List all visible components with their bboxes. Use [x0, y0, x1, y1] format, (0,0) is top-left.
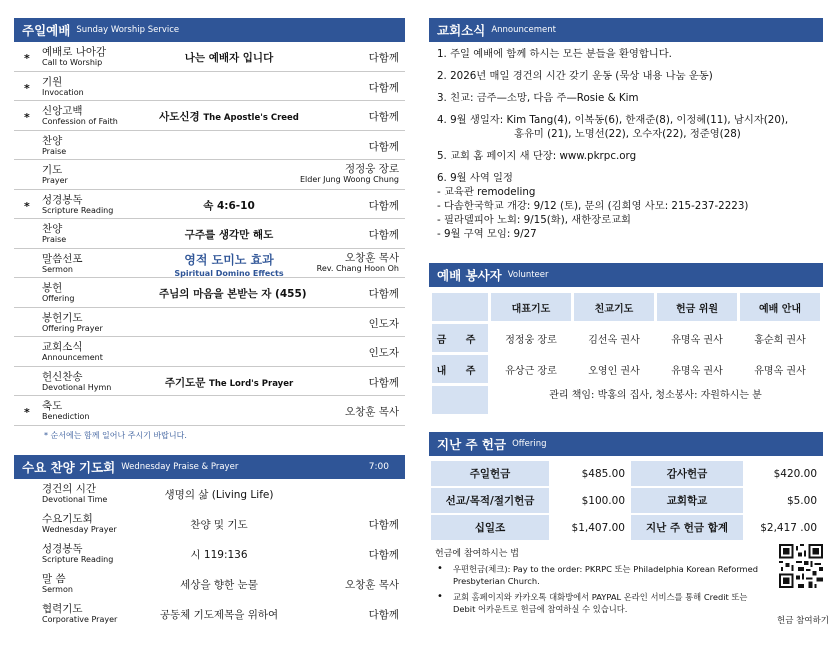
- order-label: [42, 76, 84, 98]
- announcement-header: [429, 18, 823, 42]
- order-leader: [369, 345, 399, 360]
- birthday-line-2: 홍유미 (21), 노명선(22), 오수자(22), 정준영(28): [514, 128, 741, 140]
- order-content: [159, 251, 299, 278]
- order-content: [159, 50, 299, 65]
- wednesday-time: 7:00: [368, 461, 389, 472]
- offering-value: $420.00: [773, 467, 817, 480]
- qr-caption: 헌금 참여하기: [777, 616, 829, 626]
- order-label-ko: 협력기도: [42, 602, 83, 615]
- order-leader: [369, 139, 399, 154]
- worship-row: [14, 42, 405, 72]
- order-content-main: 사도신경: [159, 111, 200, 123]
- column-header: 대표기도: [491, 293, 571, 321]
- announcement-list: [429, 42, 823, 241]
- order-label-en: Wednesday Prayer: [42, 524, 117, 534]
- offering-title: 지난 주 헌금: [437, 437, 507, 452]
- order-label-en: Praise: [42, 146, 67, 156]
- order-content-main: 주님의 마음을 본받는 자 (455): [159, 288, 307, 300]
- worship-row: [14, 72, 405, 102]
- wednesday-row: [14, 569, 405, 599]
- worship-order-list: [14, 42, 405, 426]
- order-leader: [369, 227, 399, 242]
- order-leader-name: 오창훈 목사: [344, 406, 399, 418]
- order-label: [42, 46, 106, 68]
- worship-title: 주일예배: [22, 23, 71, 38]
- offering-value: $100.00: [581, 494, 625, 507]
- order-leader: [369, 375, 399, 390]
- order-content-main: 영적 도미노 효과: [184, 252, 274, 267]
- mail-offering-bullet: • 우편헌금(체크): Pay to the order: PKRPC 또는 Philadelphia Korean Reformed Presbyterian Church.: [429, 563, 759, 587]
- order-leader-name: 다함께: [368, 140, 399, 153]
- table-cell: 유명옥 권사: [671, 365, 723, 377]
- wednesday-row: [14, 509, 405, 539]
- worship-row: [14, 308, 405, 338]
- order-leader-name: 정정웅 장로: [344, 163, 399, 175]
- order-leader: [369, 198, 399, 213]
- worship-row: [14, 278, 405, 308]
- column-header: 친교기도: [574, 293, 654, 321]
- offering-label: 감사헌금: [631, 461, 743, 486]
- announcement-item: [437, 113, 823, 141]
- order-content: 생명의 삶 (Living Life): [164, 488, 274, 501]
- offering-table: [429, 459, 823, 542]
- order-label-ko: 찬양: [42, 223, 63, 235]
- order-label-en: Benediction: [42, 412, 90, 421]
- order-label-ko: 기도: [42, 164, 63, 176]
- order-content: [159, 227, 299, 242]
- column-header: 예배 안내: [740, 293, 820, 321]
- order-content-main: 구주를 생각만 해도: [184, 229, 274, 241]
- order-leader: 다함께: [368, 548, 399, 561]
- order-label-ko: 말씀선포: [42, 252, 83, 265]
- schedule-line: - 다솜한국학교 개강: 9/12 (토), 문의 (김희영 사모: 215-237-2223): [437, 200, 749, 212]
- order-label-en: Sermon: [42, 264, 73, 274]
- birthday-line-1: 4. 9월 생일자: Kim Tang(4), 이복동(6), 한재준(8), 이정혜(11), 남시자(20),: [437, 114, 789, 126]
- wednesday-row: [14, 539, 405, 569]
- order-label: [42, 164, 68, 186]
- order-leader-name: 다함께: [368, 111, 399, 123]
- table-cell: 유명옥 권사: [754, 365, 806, 377]
- management-note: 관리 책임: 박홍의 집사, 청소봉사: 자원하시는 분: [549, 390, 762, 401]
- left-column: [14, 18, 405, 629]
- order-label: [42, 371, 111, 393]
- table-cell: 김선옥 권사: [588, 334, 640, 346]
- schedule-title: 6. 9월 사역 일정: [437, 172, 513, 184]
- order-label: [42, 603, 117, 625]
- announcement-item: 3. 친교: 금주—소망, 다음 주—Rosie & Kim: [437, 92, 639, 104]
- order-content: 세상을 향한 눈물: [180, 578, 258, 591]
- order-label-en: Confession of Faith: [42, 117, 118, 126]
- right-column: [429, 18, 823, 615]
- order-label-ko: 축도: [42, 400, 63, 412]
- order-leader: [369, 109, 399, 124]
- table-row: [431, 515, 821, 540]
- how-to-give-title: 헌금에 참여하시는 법: [435, 549, 519, 559]
- offering-section: [429, 432, 823, 615]
- order-label-en: Invocation: [42, 87, 84, 97]
- wednesday-row: [14, 599, 405, 629]
- order-label: [42, 400, 89, 422]
- order-label-en: Announcement: [42, 353, 103, 362]
- column-header: 헌금 위원: [657, 293, 737, 321]
- table-row: [431, 488, 821, 513]
- wednesday-title-en: Wednesday Praise & Prayer: [121, 461, 239, 472]
- required-stand-marker: *: [24, 199, 30, 213]
- order-label-ko: 성경봉독: [42, 193, 83, 206]
- order-content: 시 119:136: [190, 548, 248, 561]
- offering-value: $485.00: [581, 467, 625, 480]
- required-stand-marker: *: [24, 81, 30, 95]
- table-cell: 유명옥 권사: [671, 334, 723, 346]
- order-leader: 다함께: [368, 518, 399, 531]
- order-leader: [317, 252, 399, 274]
- order-content: [159, 375, 299, 390]
- order-leader: [369, 80, 399, 95]
- order-content-sub: Spiritual Domino Effects: [174, 268, 284, 278]
- worship-row: [14, 249, 405, 279]
- table-cell: 정정웅 장로: [505, 334, 557, 346]
- worship-row: [14, 101, 405, 131]
- order-leader: [345, 404, 399, 419]
- order-label-ko: 수요기도회: [42, 512, 93, 525]
- order-leader-name: 다함께: [368, 288, 399, 300]
- volunteer-table: [429, 290, 823, 417]
- order-leader: [300, 163, 399, 185]
- order-label: [42, 253, 83, 275]
- offering-label: 주일헌금: [431, 461, 549, 486]
- schedule-line: - 교육관 remodeling: [437, 186, 536, 198]
- worship-row: [14, 367, 405, 397]
- worship-row: [14, 396, 405, 426]
- offering-label: 십일조: [431, 515, 549, 540]
- order-label-ko: 봉헌: [42, 282, 63, 294]
- order-label-en: Corporative Prayer: [42, 614, 118, 624]
- order-leader-name: 다함께: [368, 81, 399, 94]
- order-content-main: 나는 예배자 입니다: [184, 52, 274, 64]
- order-label-en: Praise: [42, 235, 67, 244]
- order-leader: 오창훈 목사: [344, 578, 399, 591]
- worship-row: [14, 160, 405, 190]
- order-label-ko: 헌신찬송: [42, 370, 83, 383]
- volunteer-header: [429, 263, 823, 287]
- order-content: [159, 198, 299, 213]
- announcement-title: 교회소식: [437, 23, 486, 38]
- table-cell: 홍순희 권사: [754, 334, 806, 346]
- row-label-empty: [432, 386, 488, 414]
- row-label: 금 주: [432, 324, 488, 352]
- worship-row: [14, 190, 405, 220]
- offering-value: $1,407.00: [571, 521, 625, 534]
- order-leader-en: Elder Jung Woong Chung: [299, 175, 399, 184]
- required-stand-marker: *: [24, 111, 30, 124]
- order-label-ko: 찬양: [42, 134, 63, 147]
- order-leader: [369, 50, 399, 65]
- worship-row: [14, 219, 405, 249]
- wednesday-title: 수요 찬양 기도회: [22, 459, 116, 475]
- table-row: [431, 461, 821, 486]
- order-leader: [369, 316, 399, 331]
- volunteer-title-en: Volunteer: [507, 270, 549, 280]
- offering-label: 교회학교: [631, 488, 743, 513]
- schedule-line: - 9월 구역 모임: 9/27: [437, 228, 537, 240]
- offering-value: $5.00: [786, 494, 817, 507]
- volunteer-section: [429, 263, 823, 417]
- table-cell: 유상근 장로: [505, 365, 557, 377]
- order-label-en: Offering Prayer: [42, 323, 103, 333]
- order-leader-en: Rev. Chang Hoon Oh: [316, 263, 399, 273]
- announcement-title-en: Announcement: [491, 25, 557, 35]
- row-label: 내 주: [432, 355, 488, 383]
- order-content-main: 속 4:6-10: [203, 199, 255, 212]
- required-stand-marker: *: [24, 52, 30, 65]
- order-label: [42, 543, 113, 565]
- order-label-en: Prayer: [42, 176, 68, 185]
- volunteer-title: 예배 봉사자: [437, 268, 502, 283]
- order-leader-name: 인도자: [368, 317, 399, 330]
- table-corner: [432, 293, 488, 321]
- order-label: [42, 105, 118, 127]
- offering-value: $2,417 .00: [760, 521, 817, 534]
- schedule-line: - 필라델피아 노회: 9/15(화), 새한장로교회: [437, 214, 631, 226]
- announcement-item: 1. 주일 예배에 함께 하시는 모든 분들을 환영합니다.: [437, 48, 672, 60]
- order-label-en: Sermon: [42, 584, 73, 594]
- order-label: [42, 194, 113, 216]
- order-content-main: 주기도문: [164, 376, 206, 389]
- order-content-en: The Lord's Prayer: [209, 378, 294, 389]
- table-cell: 오영인 권사: [588, 365, 640, 377]
- table-header-row: [432, 293, 820, 321]
- worship-row: [14, 337, 405, 367]
- order-leader-name: 다함께: [368, 52, 399, 64]
- worship-row: [14, 131, 405, 161]
- order-label-en: Call to Worship: [42, 58, 103, 67]
- order-label: [42, 573, 73, 595]
- order-label-ko: 기원: [42, 75, 63, 88]
- table-row: [432, 324, 820, 352]
- order-leader: [369, 286, 399, 301]
- order-label: [42, 223, 66, 245]
- order-leader-name: 인도자: [368, 347, 399, 359]
- offering-label: 지난 주 헌금 합계: [631, 515, 743, 540]
- order-label-en: Offering: [42, 294, 75, 303]
- order-leader-name: 다함께: [368, 199, 399, 212]
- order-label-en: Scripture Reading: [42, 205, 114, 215]
- worship-title-en: Sunday Worship Service: [76, 25, 180, 35]
- order-leader-name: 오창훈 목사: [344, 251, 399, 264]
- wednesday-order-list: [14, 479, 405, 629]
- order-label-en: Devotional Time: [42, 494, 108, 504]
- order-label: [42, 483, 107, 505]
- order-label-en: Devotional Hymn: [42, 382, 112, 392]
- order-label-ko: 경건의 시간: [42, 482, 97, 495]
- worship-header: [14, 18, 405, 42]
- announcement-item: [437, 171, 823, 241]
- order-label: [42, 513, 117, 535]
- offering-label: 선교/목적/절기헌금: [431, 488, 549, 513]
- wednesday-header: [14, 455, 405, 479]
- order-label-ko: 신앙고백: [42, 105, 83, 117]
- order-label-ko: 말 씀: [42, 572, 66, 585]
- order-leader-name: 다함께: [368, 376, 399, 389]
- order-label: [42, 312, 103, 334]
- wednesday-row: [14, 479, 405, 509]
- qr-code-icon[interactable]: [779, 544, 823, 588]
- order-label-ko: 성경봉독: [42, 542, 83, 555]
- table-row: [432, 355, 820, 383]
- standing-note: * 순서에는 함께 일어나 주시기 바랍니다.: [44, 430, 187, 440]
- offering-title-en: Offering: [512, 439, 547, 449]
- order-label: [42, 282, 74, 304]
- order-content-en: The Apostle's Creed: [203, 113, 299, 123]
- announcement-item: 5. 교회 홈 페이지 새 단장: www.pkrpc.org: [437, 150, 637, 162]
- order-content: [159, 286, 307, 301]
- announcement-item: 2. 2026년 매일 경건의 시간 갖기 운동 (묵상 내용 나눔 운동): [437, 70, 713, 82]
- order-label: [42, 341, 103, 363]
- order-label-ko: 봉헌기도: [42, 311, 83, 324]
- order-leader-name: 다함께: [368, 229, 399, 241]
- order-label-ko: 예배로 나아감: [42, 46, 107, 58]
- order-content: 공동체 기도제목을 위하여: [159, 608, 279, 621]
- table-row: [432, 386, 820, 414]
- offering-header: [429, 432, 823, 456]
- order-content: 찬양 및 기도: [190, 518, 248, 531]
- wednesday-section: [14, 455, 405, 629]
- order-label-en: Scripture Reading: [42, 554, 114, 564]
- online-offering-bullet: • 교회 홈페이지와 카카오톡 대화방에서 PAYPAL 온라인 서비스를 통해 Credit 또는 Debit 어카운트로 헌금에 참여하실 수 있습니다.: [429, 591, 759, 615]
- required-stand-marker: *: [24, 406, 30, 419]
- order-label: [42, 135, 66, 157]
- order-content: [159, 109, 299, 124]
- order-label-ko: 교회소식: [42, 341, 83, 353]
- order-leader: 다함께: [368, 608, 399, 621]
